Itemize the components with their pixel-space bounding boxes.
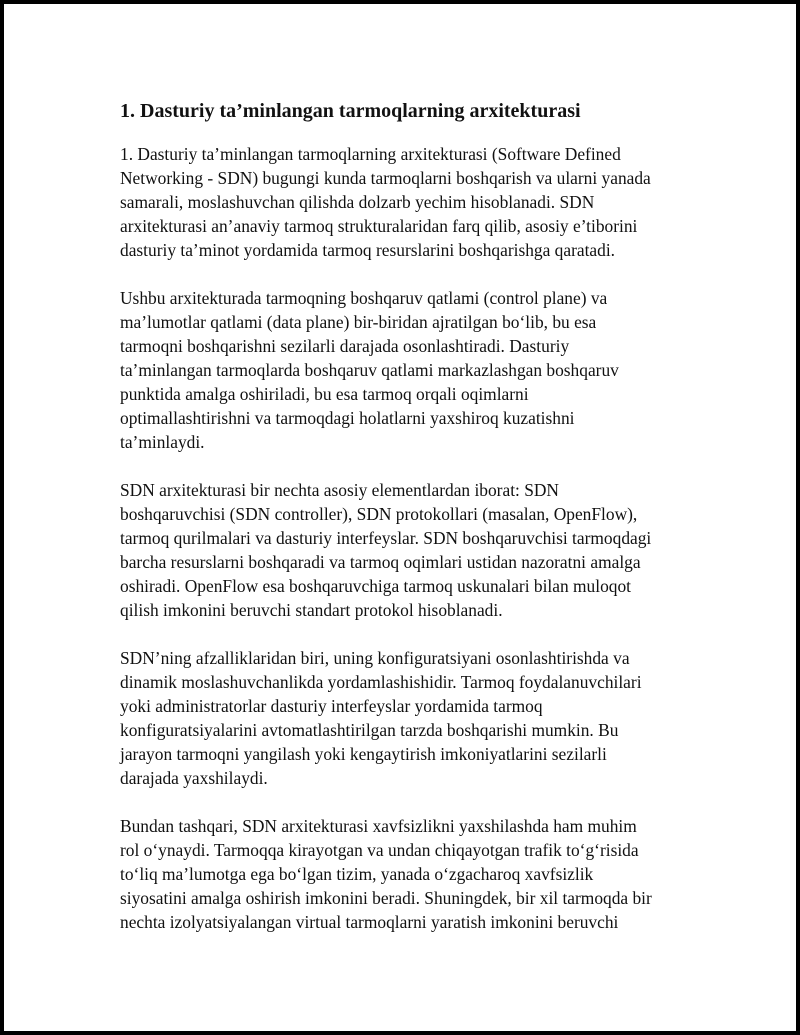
text-line: Bundan tashqari, SDN arxitekturasi xavfsizlikni yaxshilashda ham muhim [120,816,637,836]
paragraph-4 [120,646,700,790]
paragraph-1 [120,142,700,262]
text-line: optimallashtirishni va tarmoqdagi holatlarni yaxshiroq kuzatishni [120,408,575,428]
text-line: punktida amalga oshiriladi, bu esa tarmoq orqali oqimlarni [120,384,529,404]
text-line: arxitekturasi an’anaviy tarmoq strukturalaridan farq qilib, asosiy e’tiborini [120,216,638,236]
text-line: rol o‘ynaydi. Tarmoqqa kirayotgan va undan chiqayotgan trafik to‘g‘risida [120,840,639,860]
text-line: tarmoqni boshqarishni sezilarli darajada osonlashtiradi. Dasturiy [120,336,570,356]
text-line: ma’lumotlar qatlami (data plane) bir-biridan ajratilgan bo‘lib, bu esa [120,312,597,332]
text-line: yoki administratorlar dasturiy interfeyslar yordamida tarmoq [120,696,543,716]
text-line: konfiguratsiyalarini avtomatlashtirilgan tarzda boshqarishi mumkin. Bu [120,720,619,740]
text-line: tarmoq qurilmalari va dasturiy interfeyslar. SDN boshqaruvchisi tarmoqdagi [120,528,652,548]
text-line: dinamik moslashuvchanlikda yordamlashishidir. Tarmoq foydalanuvchilari [120,672,642,692]
text-line: Networking - SDN) bugungi kunda tarmoqlarni boshqarish va ularni yanada [120,168,651,188]
text-line: siyosatini amalga oshirish imkonini beradi. Shuningdek, bir xil tarmoqda bir [120,888,652,908]
document-body [120,98,700,934]
text-line: boshqaruvchisi (SDN controller), SDN protokollari (masalan, OpenFlow), [120,504,638,524]
text-line: 1. Dasturiy ta’minlangan tarmoqlarning arxitekturasi (Software Defined [120,144,621,164]
text-line: barcha resurslarni boshqaradi va tarmoq oqimlari ustidan nazoratni amalga [120,552,641,572]
text-line: dasturiy ta’minot yordamida tarmoq resurslarini boshqarishga qaratadi. [120,240,616,260]
text-line: to‘liq ma’lumotga ega bo‘lgan tizim, yanada o‘zgacharoq xavfsizlik [120,864,594,884]
text-line: Ushbu arxitekturada tarmoqning boshqaruv qatlami (control plane) va [120,288,608,308]
text-line: jarayon tarmoqni yangilash yoki kengaytirish imkoniyatlarini sezilarli [120,744,607,764]
section-heading: 1. Dasturiy ta’minlangan tarmoqlarning arxitekturasi [120,100,581,122]
paragraph-3 [120,478,700,622]
text-line: darajada yaxshilaydi. [120,768,268,788]
text-line: nechta izolyatsiyalangan virtual tarmoqlarni yaratish imkonini beruvchi [120,912,619,932]
text-line: ta’minlaydi. [120,432,205,452]
paragraph-2 [120,286,700,454]
text-line: SDN arxitekturasi bir nechta asosiy elementlardan iborat: SDN [120,480,559,500]
text-line: qilish imkonini beruvchi standart protokol hisoblanadi. [120,600,503,620]
text-line: oshiradi. OpenFlow esa boshqaruvchiga tarmoq uskunalari bilan muloqot [120,576,631,596]
text-line: SDN’ning afzalliklaridan biri, uning konfiguratsiyani osonlashtirishda va [120,648,630,668]
text-line: ta’minlangan tarmoqlarda boshqaruv qatlami markazlashgan boshqaruv [120,360,619,380]
paragraph-5 [120,814,700,934]
text-line: samarali, moslashuvchan qilishda dolzarb yechim hisoblanadi. SDN [120,192,595,212]
